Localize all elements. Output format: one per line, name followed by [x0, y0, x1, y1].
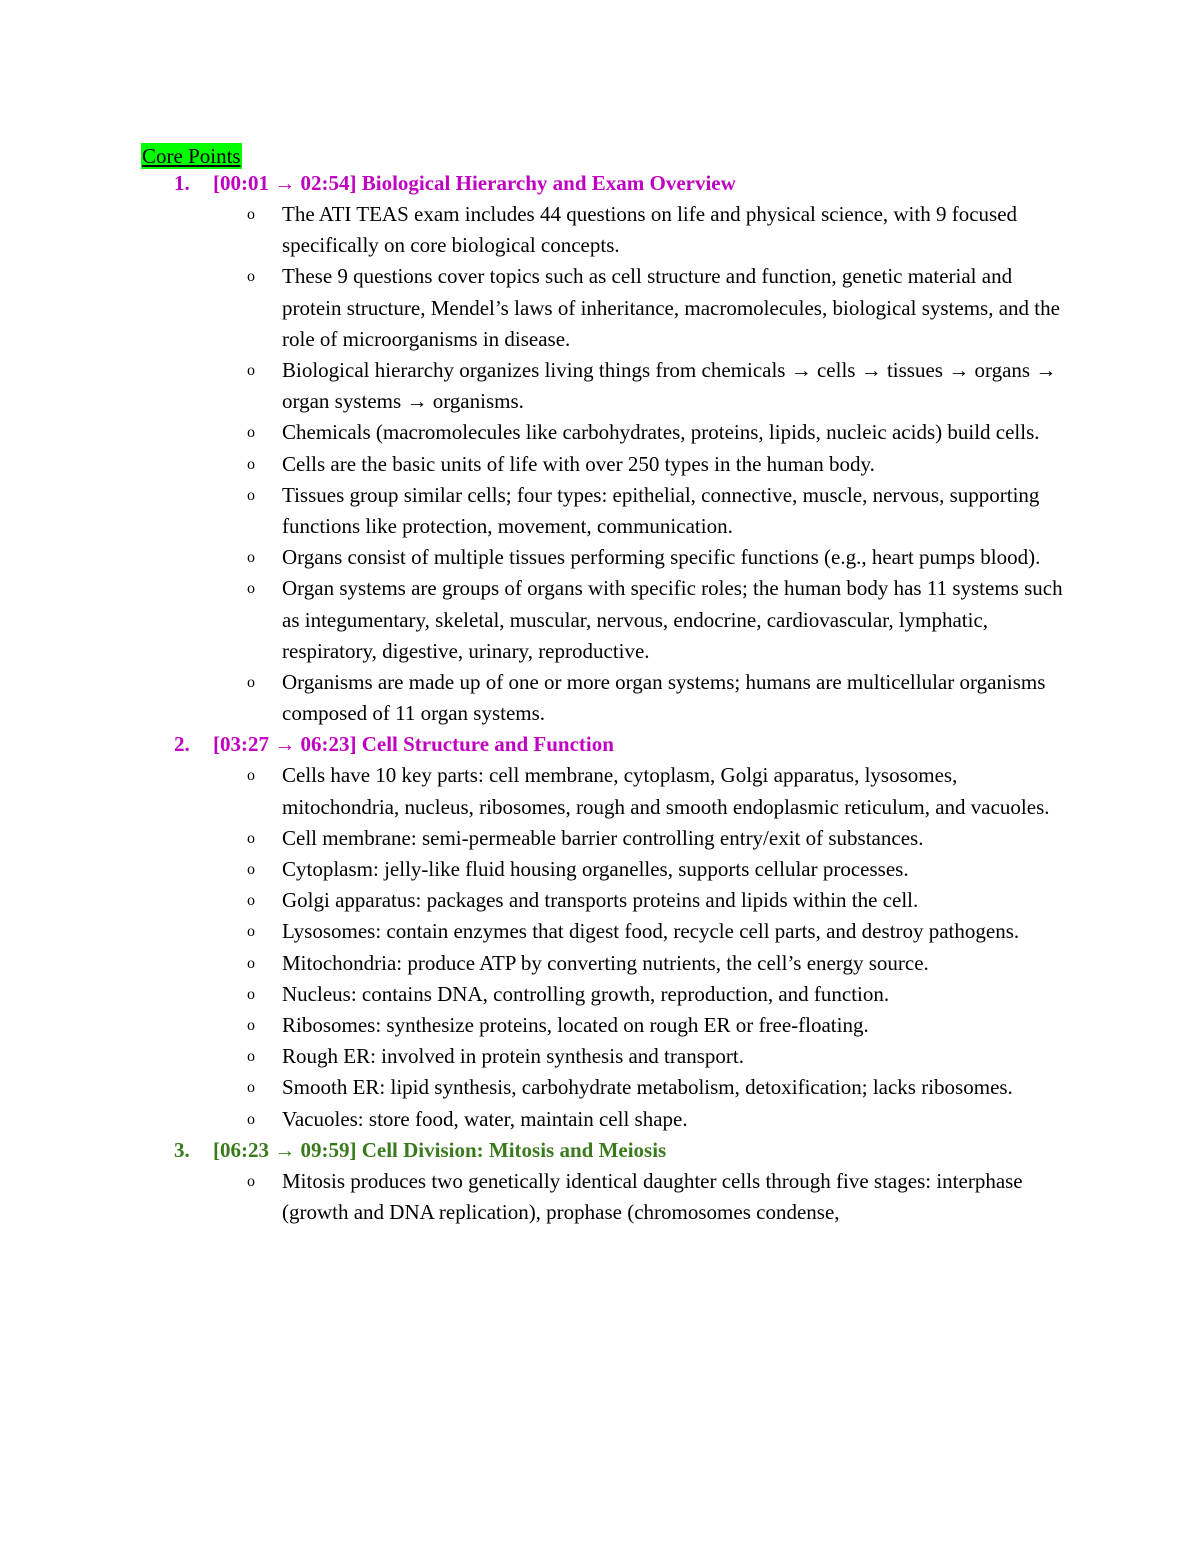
bullet-text: The ATI TEAS exam includes 44 questions on life and physical science, with 9 focused specifically on core biological concepts.	[282, 202, 1018, 258]
bullet-marker-icon: o	[247, 1079, 255, 1097]
bullet-marker-icon: o	[247, 268, 255, 286]
section-title-text: [00:01 → 02:54] Biological Hierarchy and Exam Overview	[213, 171, 736, 195]
section-title-text: [03:27 → 06:23] Cell Structure and Function	[213, 732, 614, 757]
list-item	[0, 1072, 1200, 1103]
bullet-text: Cells are the basic units of life with over 250 types in the human body.	[282, 451, 875, 476]
bullet-marker-icon: o	[247, 1172, 255, 1190]
bullet-text: Biological hierarchy organizes living things from chemicals → cells → tissues → organs → organ systems → organisms.	[282, 358, 1057, 414]
bullet-text: Lysosomes: contain enzymes that digest food, recycle cell parts, and destroy pathogens.	[282, 919, 1020, 944]
list-item	[0, 979, 1200, 1010]
bullet-text: These 9 questions cover topics such as cell structure and function, genetic material and protein structure, Mendel’s laws of inheritance, macromolecules, biological systems, and the role of microorganisms in disease.	[282, 264, 1060, 351]
bullet-text: Mitochondria: produce ATP by converting nutrients, the cell’s energy source.	[282, 950, 929, 975]
section-title	[0, 729, 1200, 760]
bullet-list	[0, 199, 1200, 729]
section-number: 2.	[174, 732, 190, 757]
bullet-marker-icon: o	[247, 985, 255, 1003]
bullet-text: Cytoplasm: jelly-like fluid housing organelles, supports cellular processes.	[282, 857, 909, 882]
list-item	[0, 948, 1200, 979]
list-item	[0, 542, 1200, 573]
bullet-text: Tissues group similar cells; four types: epithelial, connective, muscle, nervous, supporting functions like protection, movement, communication.	[282, 482, 1040, 539]
bullet-marker-icon: o	[247, 580, 255, 598]
list-item	[0, 885, 1200, 916]
bullet-text: Vacuoles: store food, water, maintain cell shape.	[282, 1106, 688, 1131]
bullet-marker-icon: o	[247, 1017, 255, 1035]
bullet-list	[0, 760, 1200, 1134]
bullet-text: Mitosis produces two genetically identical daughter cells through five stages: interphase (growth and DNA replication), prophase (chromosomes condense,	[282, 1168, 1023, 1225]
list-item	[0, 854, 1200, 885]
bullet-list	[0, 1166, 1200, 1228]
bullet-marker-icon: o	[247, 206, 255, 223]
bullet-text: Organ systems are groups of organs with specific roles; the human body has 11 systems such as integumentary, skeletal, muscular, nervous, endocrine, cardiovascular, lymphatic, respiratory, digestive, urinary, reproductive.	[282, 576, 1063, 663]
list-item	[0, 1041, 1200, 1072]
bullet-text: Smooth ER: lipid synthesis, carbohydrate metabolism, detoxification; lacks ribosomes.	[282, 1075, 1013, 1100]
list-item	[0, 1104, 1200, 1135]
list-item	[0, 760, 1200, 822]
bullet-text: Rough ER: involved in protein synthesis and transport.	[282, 1044, 744, 1069]
list-item	[0, 667, 1200, 729]
section-title-text: [06:23 → 09:59] Cell Division: Mitosis and Meiosis	[213, 1137, 667, 1162]
bullet-marker-icon: o	[247, 455, 255, 473]
bullet-marker-icon: o	[247, 923, 255, 941]
bullet-text: Chemicals (macromolecules like carbohydrates, proteins, lipids, nucleic acids) build cells.	[282, 420, 1040, 445]
bullet-text: Ribosomes: synthesize proteins, located on rough ER or free-floating.	[282, 1013, 869, 1038]
bullet-marker-icon: o	[247, 549, 255, 567]
bullet-text: Golgi apparatus: packages and transports proteins and lipids within the cell.	[282, 888, 919, 913]
bullet-text: Organs consist of multiple tissues performing specific functions (e.g., heart pumps blood).	[282, 545, 1041, 570]
list-item	[0, 417, 1200, 448]
bullet-marker-icon: o	[247, 1110, 255, 1128]
section-title	[0, 168, 1200, 199]
bullet-text: Cell membrane: semi-permeable barrier controlling entry/exit of substances.	[282, 825, 924, 850]
list-item	[0, 1010, 1200, 1041]
bullet-marker-icon: o	[247, 892, 255, 910]
bullet-marker-icon: o	[247, 362, 255, 380]
bullet-marker-icon: o	[247, 674, 255, 692]
bullet-marker-icon: o	[247, 486, 255, 504]
list-item	[0, 355, 1200, 417]
bullet-text: Cells have 10 key parts: cell membrane, cytoplasm, Golgi apparatus, lysosomes, mitochondria, nucleus, ribosomes, rough and smooth endoplasmic reticulum, and vacuoles.	[282, 763, 1050, 819]
core-points-heading: Core Points	[142, 144, 241, 168]
bullet-marker-icon: o	[247, 861, 255, 879]
section-number: 1.	[174, 171, 190, 195]
list-item	[0, 1166, 1200, 1228]
section-3	[0, 1135, 1200, 1228]
bullet-marker-icon: o	[247, 829, 255, 847]
bullet-marker-icon: o	[247, 954, 255, 972]
bullet-text: Nucleus: contains DNA, controlling growth, reproduction, and function.	[282, 981, 890, 1006]
list-item	[0, 573, 1200, 667]
list-item	[0, 823, 1200, 854]
sections-list	[0, 168, 1200, 1228]
section-number: 3.	[174, 1137, 190, 1162]
list-item	[0, 199, 1200, 261]
bullet-marker-icon: o	[247, 424, 255, 442]
section-2	[0, 729, 1200, 1134]
list-item	[0, 916, 1200, 947]
bullet-text: Organisms are made up of one or more organ systems; humans are multicellular organisms composed of 11 organ systems.	[282, 670, 1046, 726]
section-1	[0, 168, 1200, 729]
list-item	[0, 261, 1200, 355]
bullet-marker-icon: o	[247, 1048, 255, 1066]
section-title	[0, 1135, 1200, 1166]
list-item	[0, 480, 1200, 542]
list-item	[0, 449, 1200, 480]
bullet-marker-icon: o	[247, 767, 255, 785]
